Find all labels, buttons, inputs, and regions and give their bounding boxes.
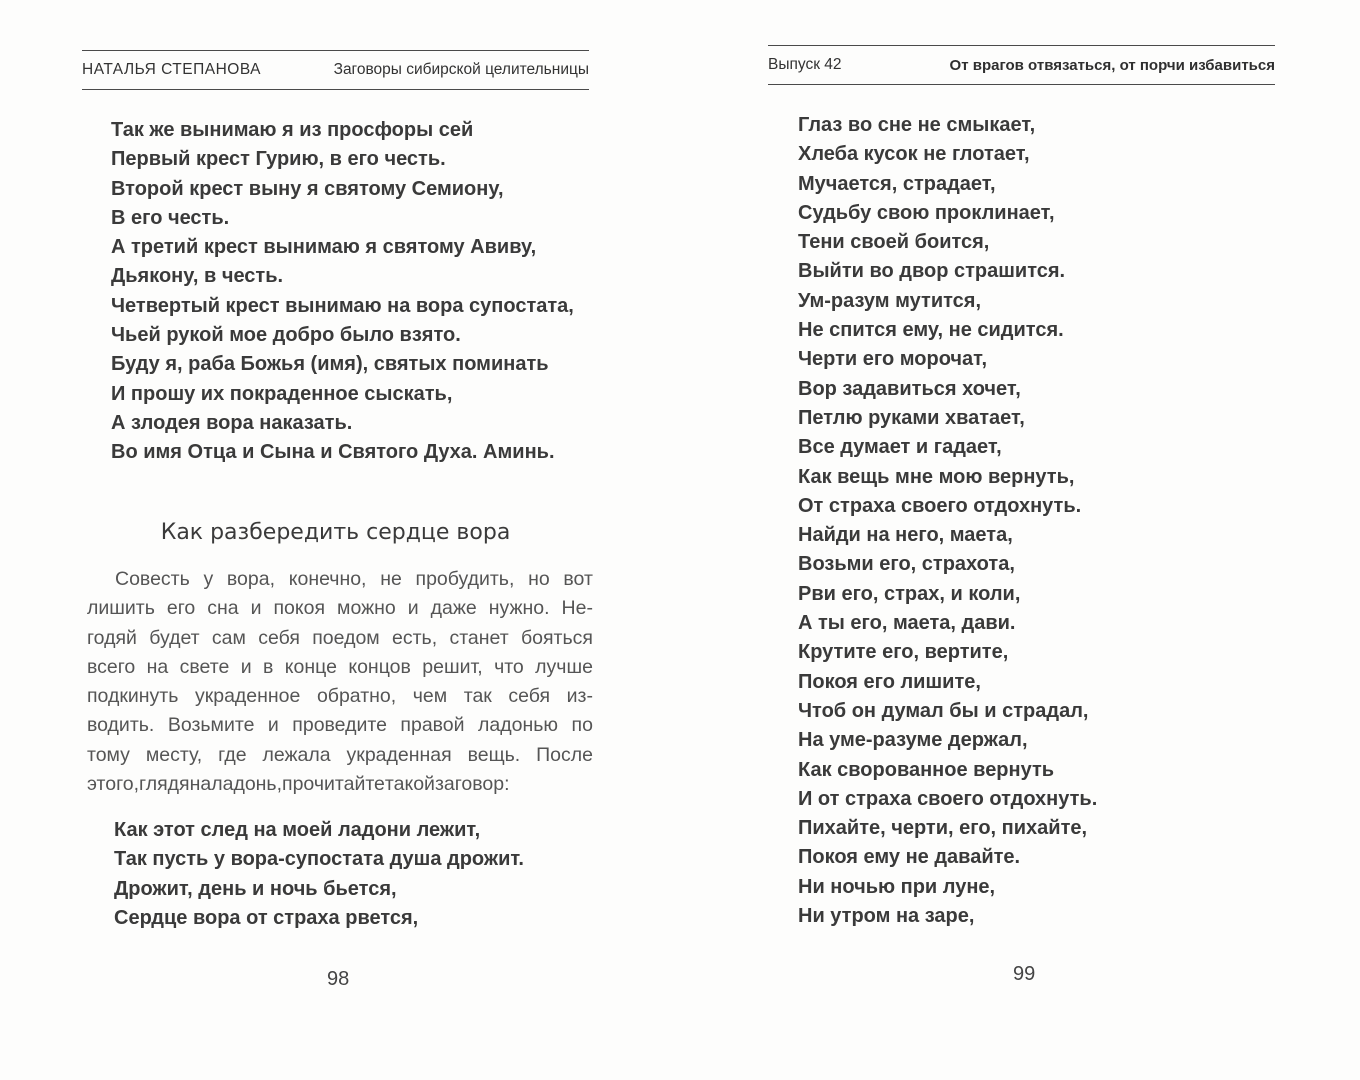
verse-line: Четвертый крест вынимаю на вора супостата,	[111, 294, 574, 317]
verse-line: Крутите его, вертите,	[798, 641, 1009, 664]
verse-line: Рви его, страх, и коли,	[798, 582, 1021, 605]
verse-line: Так пусть у вора-супостата душа дрожит.	[114, 848, 524, 871]
verse-line: Все думает и гадает,	[798, 436, 1002, 459]
verse-line: Как вещь мне мою вернуть,	[798, 465, 1075, 488]
verse-line: Выйти во двор страшится.	[798, 260, 1066, 283]
prose-line: подкинуть украденное обратно, чем так себя из-	[87, 685, 593, 708]
verse-line: На уме-разуме держал,	[798, 729, 1028, 752]
verse-line: Пихайте, черти, его, пихайте,	[798, 817, 1088, 840]
page-number: 98	[327, 968, 350, 990]
verse-line: И прошу их покраденное сыскать,	[111, 382, 453, 405]
verse-line: Покоя его лишите,	[798, 670, 981, 693]
header-author: НАТАЛЬЯ СТЕПАНОВА	[82, 61, 261, 78]
header-section: От врагов отвязаться, от порчи избавиться	[949, 56, 1275, 74]
verse-line: Второй крест выну я святому Семиону,	[111, 177, 504, 200]
verse-line: Ни ночью при луне,	[798, 875, 996, 898]
page-number: 99	[1013, 963, 1036, 985]
verse-line: Глаз во сне не смыкает,	[798, 114, 1036, 136]
prose-line: этого, глядя на ладонь, прочитайте такой заговор:	[87, 773, 510, 796]
prose-line: лишить его сна и покоя можно и даже нужно. Не-	[87, 597, 593, 620]
verse-line: Первый крест Гурию, в его честь.	[111, 148, 446, 171]
prose-line: годяй будет сам себя поедом есть, станет бояться	[87, 626, 593, 649]
verse-line: Дрожит, день и ночь бьется,	[114, 877, 397, 900]
verse-line: Судьбу свою проклинает,	[798, 201, 1055, 224]
verse-line: Покоя ему не давайте.	[798, 846, 1021, 869]
prose-line: тому месту, где лежала украденная вещь. После	[87, 743, 593, 766]
verse-line: Не спится ему, не сидится.	[798, 319, 1064, 342]
verse-line: От страха своего отдохнуть.	[798, 494, 1082, 517]
verse-line: Ни утром на заре,	[798, 905, 975, 928]
verse-line: Чтоб он думал бы и страдал,	[798, 699, 1089, 722]
verse-line: А злодея вора наказать.	[111, 411, 353, 434]
verse-line: Ум-разум мутится,	[798, 289, 982, 312]
verse-line: Так же вынимаю я из просфоры сей	[111, 119, 474, 141]
verse-line: Как этот след на моей ладони лежит,	[114, 819, 481, 841]
header-issue: Выпуск 42	[768, 56, 842, 73]
verse-line: Как сворованное вернуть	[798, 758, 1055, 781]
verse-line: Вор задавиться хочет,	[798, 377, 1021, 400]
verse-line: Во имя Отца и Сына и Святого Духа. Аминь.	[111, 441, 555, 464]
verse-line: Возьми его, страхота,	[798, 553, 1015, 576]
verse-line: Хлеба кусок не глотает,	[798, 143, 1030, 166]
verse-line: Черти его морочат,	[798, 348, 988, 371]
verse-line: А ты его, маета, дави.	[798, 612, 1016, 635]
verse-line: Дьякону, в честь.	[111, 265, 284, 288]
verse-block-bottom	[114, 816, 524, 933]
verse-line: Мучается, страдает,	[798, 172, 996, 195]
verse-line: В его честь.	[111, 206, 230, 229]
verse-line: Сердце вора от страха рвется,	[114, 906, 419, 929]
section-title: Как разбередить сердце вора	[160, 520, 511, 545]
prose-paragraph	[87, 565, 593, 799]
verse-block-top	[111, 116, 574, 468]
prose-line: Совесть у вора, конечно, не пробудить, но вот	[115, 568, 593, 590]
verse-line: И от страха своего отдохнуть.	[798, 787, 1098, 810]
verse-line: Петлю руками хватает,	[798, 406, 1025, 429]
verse-line: Тени своей боится,	[798, 231, 990, 254]
verse-block	[798, 111, 1097, 931]
prose-line: водить. Возьмите и проведите правой ладонью по	[87, 714, 593, 737]
right-page	[680, 0, 1360, 1080]
header-book-title: Заговоры сибирской целительницы	[333, 61, 589, 78]
right-running-head	[768, 45, 1275, 85]
verse-line: А третий крест вынимаю я святому Авиву,	[111, 236, 537, 259]
verse-line: Найди на него, маета,	[798, 524, 1013, 547]
prose-line: всего на свете и в конце концов решит, что лучше	[87, 655, 593, 678]
left-running-head	[82, 50, 589, 90]
verse-line: Буду я, раба Божья (имя), святых поминать	[111, 353, 549, 376]
verse-line: Чьей рукой мое добро было взято.	[111, 324, 461, 347]
